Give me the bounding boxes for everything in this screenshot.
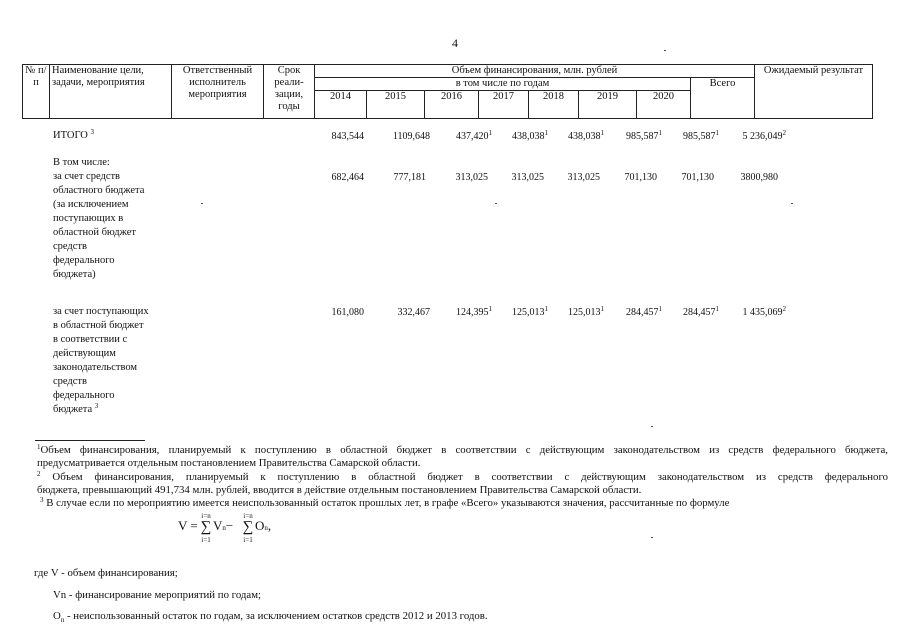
header-col-total: Всего (691, 78, 755, 119)
header-year: 2019 (579, 91, 637, 119)
value-cell: 284,457$^1$ (683, 305, 719, 318)
footnote-1-line-1: $^1$Объем финансирования, планируемый к поступлению в областной бюджет в соответствии с действующим законодательством из средств федерального бюджета, (37, 443, 888, 456)
value-cell: 313,025 (455, 172, 488, 183)
legend-v: где V - объем финансирования; (34, 567, 178, 579)
value-cell: 284,457$^1$ (626, 305, 662, 318)
value-cell: 985,587$^1$ (626, 129, 662, 142)
value-cell: 332,467 (397, 307, 430, 318)
footnote-3: $^3$ В случае если по мероприятию имеется неиспользованный остаток прошлых лет, в графе «Всего» указываются значения, рассчитанные по формуле (40, 496, 730, 509)
header-col-no: № п/п (23, 65, 50, 119)
scan-speck (651, 426, 653, 427)
legend-on: $O_n$ - неиспользованный остаток по годам, за исключением остатков средств 2012 и 2013 годов. (53, 610, 488, 625)
value-cell: 313,025 (511, 172, 544, 183)
header-col-by-years: в том числе по годам (315, 78, 691, 91)
value-cell: 843,544 (331, 131, 364, 142)
total-row-label: ИТОГО $^3$ (53, 128, 94, 141)
footnote-2-line-1: $^2$ Объем финансирования, планируемый к поступлению в областной бюджет в соответствии с действующим законодательством из средств федерального (37, 470, 888, 483)
header-year: 2015 (367, 91, 425, 119)
value-cell: 985,587$^1$ (683, 129, 719, 142)
value-cell: 438,038$^1$ (568, 129, 604, 142)
footnote-2-line-2: бюджета, превышающий 491,734 млн. рублей, вводится в действие отдельным постановлением Правительства Самарской области. (37, 484, 642, 496)
value-cell: 125,013$^1$ (568, 305, 604, 318)
scan-speck (201, 203, 203, 204)
legend-vn: Vn - финансирование мероприятий по годам; (53, 589, 262, 601)
value-cell: 124,395$^1$ (456, 305, 492, 318)
scan-speck (664, 50, 666, 51)
federal-row-label: за счет поступающих в областной бюджет в соответствии с действующим законодательством средств федерального бюджета $^3$ (53, 306, 149, 415)
header-col-funding: Объем финансирования, млн. рублей (315, 65, 755, 78)
total-cell: 3800,980 (740, 172, 778, 183)
header-col-name: Наименование цели, задачи, мероприятия (50, 65, 172, 119)
funding-table-header (22, 64, 873, 119)
page-number: 4 (452, 36, 458, 50)
value-cell: 125,013$^1$ (512, 305, 548, 318)
value-cell: 438,038$^1$ (512, 129, 548, 142)
header-col-result: Ожидаемый результат (755, 65, 873, 119)
value-cell: 437,420$^1$ (456, 129, 492, 142)
header-year: 2016 (425, 91, 479, 119)
footnote-separator (35, 440, 145, 441)
value-cell: 777,181 (393, 172, 426, 183)
header-year: 2014 (315, 91, 367, 119)
value-cell: 701,130 (681, 172, 714, 183)
footnote-1-line-2: предусматривается отдельным постановлением Правительства Самарской области. (37, 457, 421, 469)
header-year: 2017 (479, 91, 529, 119)
total-cell: 1 435,069$^2$ (742, 305, 786, 318)
scan-speck (651, 537, 653, 538)
value-cell: 1109,648 (392, 131, 430, 142)
header-col-executor: Ответственный исполнитель мероприятия (172, 65, 264, 119)
including-label: В том числе: (53, 157, 110, 168)
value-cell: 313,025 (567, 172, 600, 183)
regional-row-label: за счет средств областного бюджета (за исключением поступающих в областной бюджет средств федерального бюджета) (53, 171, 145, 280)
value-cell: 701,130 (624, 172, 657, 183)
sum-symbol: i=n ∑ i=1 (242, 512, 254, 544)
sum-symbol: i=n ∑ i=1 (200, 512, 212, 544)
header-year: 2018 (529, 91, 579, 119)
total-cell: 5 236,049$^2$ (742, 129, 786, 142)
scan-speck (495, 203, 497, 204)
header-year: 2020 (637, 91, 691, 119)
value-cell: 682,464 (331, 172, 364, 183)
value-cell: 161,080 (331, 307, 364, 318)
scan-speck (791, 203, 793, 204)
header-col-term: Срок реали- зации, годы (264, 65, 315, 119)
